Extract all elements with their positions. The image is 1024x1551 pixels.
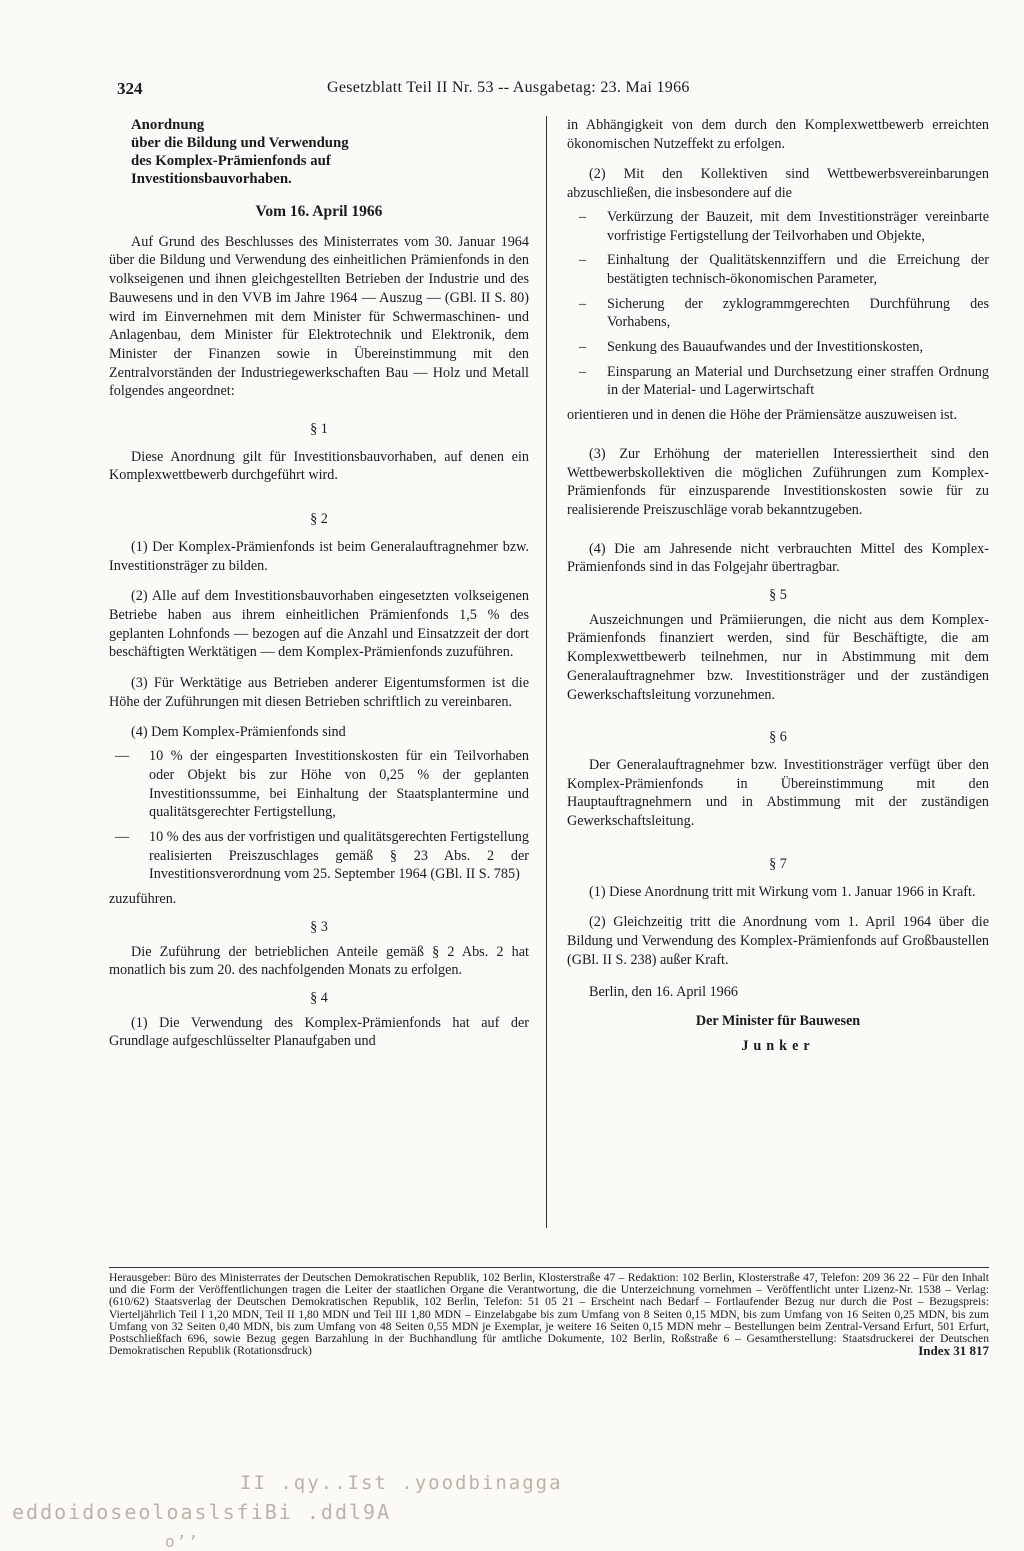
section-2-tail: zuzuführen. xyxy=(109,891,177,908)
section-6-text: Der Generalauftragnehmer bzw. Investitionsträger verfügt über den Komplex-Prämienfonds in Übereinstimmung mit den Hauptauftragnehmern und in Abstimmung mit der zuständigen Gewerkschaftsleitung. xyxy=(567,756,989,830)
bleed-through-text: eddoidoseoloaslsfiBi .ddl9A xyxy=(12,1500,392,1524)
list-item: – Sicherung der zyklogrammgerechten Durchführung des Vorhabens, xyxy=(567,295,989,332)
preamble: Auf Grund des Beschlusses des Ministerrates vom 30. Januar 1964 über die Bildung und Verwendung des einheitlichen Prämienfonds in den volkseigenen und ihnen gleichgestellten Betrieben der Industrie und des Bauwesens und in den VVB im Jahre 1964 — Auszug — (GBl. II S. 80) wird im Einvernehmen mit dem Minister für Schwermaschinen- und Anlagenbau, dem Minister für Elektrotechnik und Elektronik, dem Minister der Finanzen sowie in Übereinstimmung mit den Zentralvorständen der Industriegewerkschaften Bau — Holz und Metall folgendes angeordnet: xyxy=(109,233,529,400)
list-item: — 10 % der eingesparten Investitionskosten für ein Teilvorhaben oder Objekt bis zur Höhe von 0,25 % der geplanten Investitionssumme, bei Einhaltung der Staatsplantermine und qualitätsgerechter Fertigstellung, xyxy=(109,747,529,822)
ordinance-title-line: über die Bildung und Verwendung xyxy=(131,135,349,151)
bleed-through-text: o’’ xyxy=(165,1532,200,1551)
list-item: – Senkung des Bauaufwandes und der Investitionskosten, xyxy=(567,338,989,357)
section-2-heading: § 2 xyxy=(310,511,328,528)
ordinance-title-line: Investitionsbauvorhaben. xyxy=(131,171,292,187)
imprint xyxy=(109,1272,989,1357)
section-2-list xyxy=(109,747,529,884)
section-4-paragraph-4: (4) Die am Jahresende nicht verbrauchten Mittel des Komplex-Prämienfonds sind in das Folgejahr übertragbar. xyxy=(567,540,989,576)
list-item: – Einsparung an Material und Durchsetzung einer straffen Ordnung in der Material- und Lagerwirtschaft xyxy=(567,363,989,400)
section-2-paragraph-3: (3) Für Werktätige aus Betrieben anderer Eigentumsformen ist die Höhe der Zuführungen mit diesen Betrieben schriftlich zu vereinbaren. xyxy=(109,675,529,710)
section-5-text: Auszeichnungen und Prämiierungen, die nicht aus dem Komplex-Prämienfonds finanziert werden, sind für Beschäftigte, die am Komplexwettbewerb teilnehmen, nur in Abstimmung mit dem Generalauftragnehmer bzw. Investitionsträger und der zuständigen Gewerkschaftsleitung vorzunehmen. xyxy=(567,611,989,703)
column-rule xyxy=(546,116,547,1228)
section-3-heading: § 3 xyxy=(310,918,328,935)
ordinance-date: Vom 16. April 1966 xyxy=(255,203,383,220)
bleed-through-text: II .qy..Ist .yoodbinagga xyxy=(240,1472,563,1494)
list-item: – Verkürzung der Bauzeit, mit dem Investitionsträger vereinbarte vorfristige Fertigstellung der Teilvorhaben und Objekte, xyxy=(567,208,989,245)
section-7-paragraph-2: (2) Gleichzeitig tritt die Anordnung vom 1. April 1964 über die Bildung und Verwendung des Komplex-Prämienfonds auf Großbaustellen (GBl. II S. 238) außer Kraft. xyxy=(567,914,989,968)
section-5-heading: § 5 xyxy=(769,587,787,604)
section-6-heading: § 6 xyxy=(769,729,787,746)
signer-name: Junker xyxy=(741,1037,815,1054)
minister-title: Der Minister für Bauwesen xyxy=(695,1013,861,1030)
section-4-paragraph-1-start: (1) Die Verwendung des Komplex-Prämienfonds hat auf der Grundlage aufgeschlüsselter Planaufgaben und xyxy=(109,1014,529,1050)
section-1-text: Diese Anordnung gilt für Investitionsbauvorhaben, auf denen ein Komplexwettbewerb durchgeführt wird. xyxy=(109,448,529,484)
section-2-paragraph-1: (1) Der Komplex-Prämienfonds ist beim Generalauftragnehmer bzw. Investitionsträger zu bilden. xyxy=(109,538,529,574)
running-head: Gesetzblatt Teil II Nr. 53 -- Ausgabetag: 23. Mai 1966 xyxy=(327,79,690,96)
footer-rule xyxy=(109,1267,989,1268)
right-column xyxy=(567,116,989,1055)
place-and-date: Berlin, den 16. April 1966 xyxy=(589,984,738,1001)
index-number: Index 31 817 xyxy=(918,1343,989,1359)
section-4-list xyxy=(567,208,989,400)
section-4-heading: § 4 xyxy=(310,989,328,1006)
section-2-paragraph-4: (4) Dem Komplex-Prämienfonds sind xyxy=(131,724,346,741)
section-7-heading: § 7 xyxy=(769,855,787,872)
section-2-paragraph-2: (2) Alle auf dem Investitionsbauvorhaben eingesetzten volkseigenen Betriebe haben aus ihrem einheitlichen Prämienfonds 1,5 % des geplanten Lohnfonds — bezogen auf die Anzahl und Einsatzzeit der dort beschäftigten Werktätigen — dem Komplex-Prämienfonds zuzuführen. xyxy=(109,588,529,661)
section-4-paragraph-2: (2) Mit den Kollektiven sind Wettbewerbsvereinbarungen abzuschließen, die insbesondere auf die xyxy=(567,166,989,202)
section-1-heading: § 1 xyxy=(310,421,328,438)
section-7-paragraph-1: (1) Diese Anordnung tritt mit Wirkung vom 1. Januar 1966 in Kraft. xyxy=(589,883,976,900)
list-item: — 10 % des aus der vorfristigen und qualitätsgerechten Fertigstellung realisierten Preiszuschlages gemäß § 23 Abs. 2 der Investitionsverordnung vom 25. September 1964 (GBl. II S. 785) xyxy=(109,828,529,884)
section-4-paragraph-2-tail: orientieren und in denen die Höhe der Prämiensätze auszuweisen ist. xyxy=(567,407,958,424)
page-number: 324 xyxy=(117,79,143,98)
section-3-text: Die Zuführung der betrieblichen Anteile gemäß § 2 Abs. 2 hat monatlich bis zum 20. des nachfolgenden Monats zu erfolgen. xyxy=(109,943,529,979)
ordinance-title-line: Anordnung xyxy=(131,117,205,133)
section-4-paragraph-3: (3) Zur Erhöhung der materiellen Interessiertheit sind den Wettbewerbskollektiven die möglichen Zuführungen zum Komplex-Prämienfonds für einzusparende Investitionskosten sowie für zu realisierende Preiszuschläge vorab bekanntzugeben. xyxy=(567,445,989,518)
section-4-paragraph-1-continued: in Abhängigkeit von dem durch den Komplexwettbewerb erreichten ökonomischen Nutzeffekt zu erfolgen. xyxy=(567,117,989,152)
imprint-text: Herausgeber: Büro des Ministerrates der Deutschen Demokratischen Republik, 102 Berlin, Klosterstraße 47 – Redaktion: 102 Berlin, Klosterstraße 47, Telefon: 209 36 22 – Für den Inhalt und die Form der Veröffentlichungen tragen die Leiter der staatlichen Organe die Verantwortung, die die Unterzeichnung vornehmen – Veröffentlicht unter Lizenz-Nr. 1538 – Verlag: (610/62) Staatsverlag der Deutschen Demokratischen Republik, 102 Berlin, Telefon: 51 05 21 – Erscheint nach Bedarf – Fortlaufender Bezug nur durch die Post – Bezugspreis: Vierteljährlich Teil I 1,20 MDN, Teil II 1,80 MDN und Teil III 1,80 MDN – Einzelabgabe bis zum Umfang von 8 Seiten 0,15 MDN, bis zum Umfang von 16 Seiten 0,25 MDN, bis zum Umfang von 32 Seiten 0,40 MDN, bis zum Umfang von 48 Seiten 0,55 MDN je Exemplar, je weitere 16 Seiten 0,15 MDN mehr – Bestellungen beim Zentral-Versand Erfurt, 501 Erfurt, Postschließfach 696, sowie Bezug gegen Barzahlung in der Buchhandlung für amtliche Dokumente, 102 Berlin, Roßstraße 6 – Gesamtherstellung: Staatsdruckerei der Deutschen Demokratischen Republik (Rotationsdruck) xyxy=(109,1271,989,1358)
ordinance-title-line: des Komplex-Prämienfonds auf xyxy=(131,153,331,169)
list-item: – Einhaltung der Qualitätskennziffern und die Erreichung der bestätigten technisch-ökonomischen Parameter, xyxy=(567,251,989,288)
left-column xyxy=(109,116,529,1051)
